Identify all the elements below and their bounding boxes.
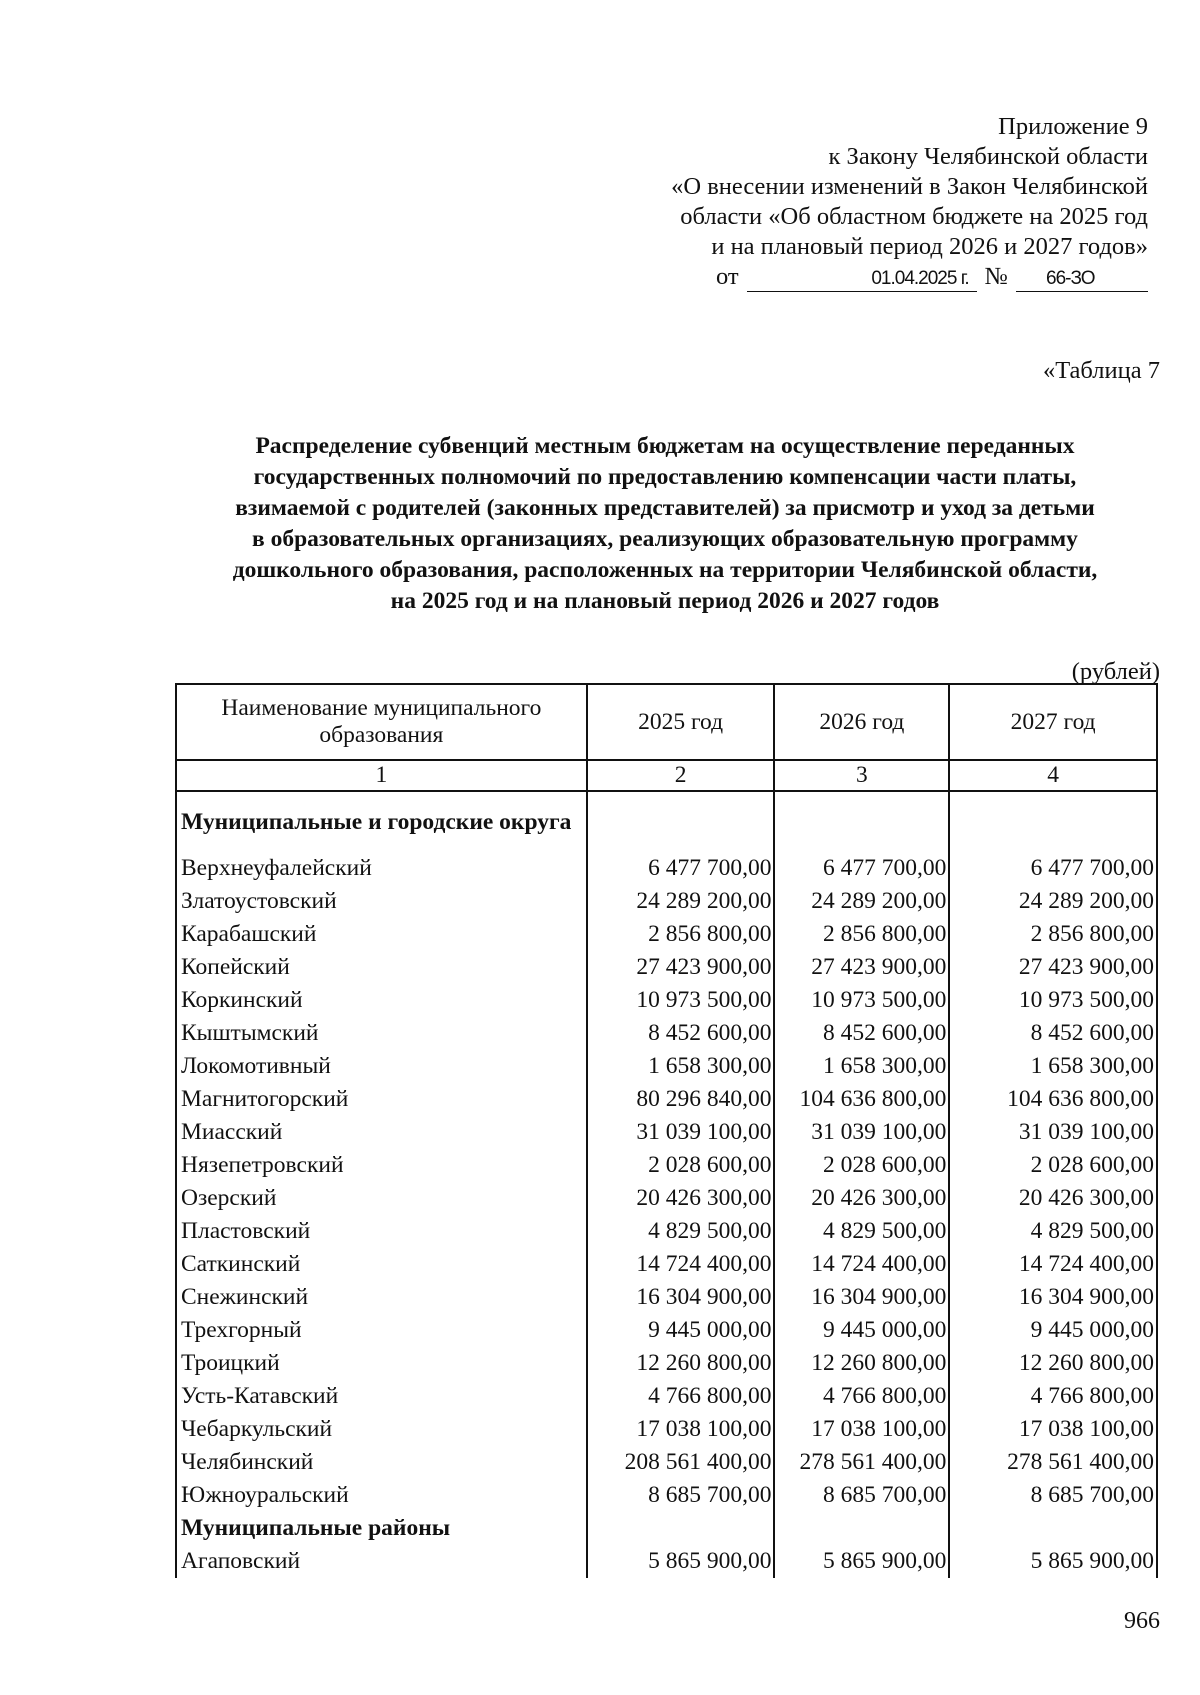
value-2025: 1 658 300,00 bbox=[587, 1050, 775, 1083]
column-header-name: Наименование муниципального образования bbox=[176, 684, 587, 760]
table-row bbox=[176, 1479, 1157, 1512]
value-2027: 104 636 800,00 bbox=[949, 1083, 1157, 1116]
value-2027: 14 724 400,00 bbox=[949, 1248, 1157, 1281]
municipality-name: Саткинский bbox=[176, 1248, 587, 1281]
value-2027: 17 038 100,00 bbox=[949, 1413, 1157, 1446]
date-prefix: от bbox=[715, 263, 739, 290]
municipality-name: Челябинский bbox=[176, 1446, 587, 1479]
value-2027: 31 039 100,00 bbox=[949, 1116, 1157, 1149]
value-2027: 1 658 300,00 bbox=[949, 1050, 1157, 1083]
subvention-table bbox=[175, 683, 1158, 1578]
section-row bbox=[176, 1512, 1157, 1545]
value-2026: 12 260 800,00 bbox=[774, 1347, 949, 1380]
table-row bbox=[176, 1116, 1157, 1149]
value-2027: 6 477 700,00 bbox=[949, 852, 1157, 885]
value-2025: 208 561 400,00 bbox=[587, 1446, 775, 1479]
value-2025: 17 038 100,00 bbox=[587, 1413, 775, 1446]
column-number: 4 bbox=[949, 760, 1157, 791]
value-2025: 9 445 000,00 bbox=[587, 1314, 775, 1347]
section-name: Муниципальные районы bbox=[176, 1512, 587, 1545]
empty-cell bbox=[587, 1512, 775, 1545]
value-2025: 12 260 800,00 bbox=[587, 1347, 775, 1380]
table-row bbox=[176, 1545, 1157, 1578]
title-line: Распределение субвенций местным бюджетам на осуществление переданных bbox=[255, 433, 1075, 459]
value-2027: 2 028 600,00 bbox=[949, 1149, 1157, 1182]
table-row bbox=[176, 1215, 1157, 1248]
value-2027: 10 973 500,00 bbox=[949, 984, 1157, 1017]
value-2025: 8 685 700,00 bbox=[587, 1479, 775, 1512]
title-line: на 2025 год и на плановый период 2026 и 2027 годов bbox=[390, 588, 940, 614]
value-2025: 2 028 600,00 bbox=[587, 1149, 775, 1182]
table-row bbox=[176, 1149, 1157, 1182]
title-line: государственных полномочий по предоставлению компенсации части платы, bbox=[253, 464, 1077, 490]
municipality-name: Верхнеуфалейский bbox=[176, 852, 587, 885]
municipality-name: Трехгорный bbox=[176, 1314, 587, 1347]
document-title bbox=[170, 431, 1160, 617]
law-number: 66-ЗО bbox=[1016, 267, 1148, 292]
column-header-2026: 2026 год bbox=[774, 684, 949, 760]
municipality-name: Нязепетровский bbox=[176, 1149, 587, 1182]
empty-cell bbox=[774, 791, 949, 852]
column-header-2027: 2027 год bbox=[949, 684, 1157, 760]
municipality-name: Копейский bbox=[176, 951, 587, 984]
value-2026: 31 039 100,00 bbox=[774, 1116, 949, 1149]
value-2026: 104 636 800,00 bbox=[774, 1083, 949, 1116]
value-2025: 4 766 800,00 bbox=[587, 1380, 775, 1413]
value-2026: 27 423 900,00 bbox=[774, 951, 949, 984]
municipality-name: Миасский bbox=[176, 1116, 587, 1149]
value-2025: 27 423 900,00 bbox=[587, 951, 775, 984]
value-2025: 8 452 600,00 bbox=[587, 1017, 775, 1050]
municipality-name: Агаповский bbox=[176, 1545, 587, 1578]
title-line: взимаемой с родителей (законных представителей) за присмотр и уход за детьми bbox=[235, 495, 1095, 521]
title-line: в образовательных организациях, реализующих образовательную программу bbox=[252, 526, 1078, 552]
value-2025: 80 296 840,00 bbox=[587, 1083, 775, 1116]
municipality-name: Златоустовский bbox=[176, 885, 587, 918]
title-line: дошкольного образования, расположенных на территории Челябинской области, bbox=[232, 557, 1098, 583]
header-line: и на плановый период 2026 и 2027 годов» bbox=[711, 233, 1148, 260]
value-2025: 31 039 100,00 bbox=[587, 1116, 775, 1149]
table-row bbox=[176, 1413, 1157, 1446]
column-number: 3 bbox=[774, 760, 949, 791]
table-row bbox=[176, 984, 1157, 1017]
law-date-number-line bbox=[588, 262, 1148, 292]
value-2026: 6 477 700,00 bbox=[774, 852, 949, 885]
municipality-name: Кыштымский bbox=[176, 1017, 587, 1050]
value-2026: 4 766 800,00 bbox=[774, 1380, 949, 1413]
value-2025: 6 477 700,00 bbox=[587, 852, 775, 885]
municipality-name: Коркинский bbox=[176, 984, 587, 1017]
table-row bbox=[176, 852, 1157, 885]
value-2027: 16 304 900,00 bbox=[949, 1281, 1157, 1314]
table-label: «Таблица 7 bbox=[1042, 357, 1160, 384]
municipality-name: Снежинский bbox=[176, 1281, 587, 1314]
table-row bbox=[176, 951, 1157, 984]
value-2026: 17 038 100,00 bbox=[774, 1413, 949, 1446]
value-2025: 20 426 300,00 bbox=[587, 1182, 775, 1215]
empty-cell bbox=[949, 1512, 1157, 1545]
header-line: области «Об областном бюджете на 2025 год bbox=[680, 203, 1148, 230]
section-row bbox=[176, 791, 1157, 852]
column-number: 1 bbox=[176, 760, 587, 791]
section-name: Муниципальные и городские округа bbox=[176, 791, 587, 852]
value-2026: 16 304 900,00 bbox=[774, 1281, 949, 1314]
value-2026: 2 028 600,00 bbox=[774, 1149, 949, 1182]
municipality-name: Южноуральский bbox=[176, 1479, 587, 1512]
table-row bbox=[176, 1314, 1157, 1347]
municipality-name: Чебаркульский bbox=[176, 1413, 587, 1446]
value-2026: 5 865 900,00 bbox=[774, 1545, 949, 1578]
value-2027: 27 423 900,00 bbox=[949, 951, 1157, 984]
table-row bbox=[176, 1050, 1157, 1083]
value-2027: 8 685 700,00 bbox=[949, 1479, 1157, 1512]
empty-cell bbox=[949, 791, 1157, 852]
value-2026: 8 685 700,00 bbox=[774, 1479, 949, 1512]
value-2026: 20 426 300,00 bbox=[774, 1182, 949, 1215]
value-2027: 20 426 300,00 bbox=[949, 1182, 1157, 1215]
municipality-name: Усть-Катавский bbox=[176, 1380, 587, 1413]
column-number-row bbox=[176, 760, 1157, 791]
header-line: Приложение 9 bbox=[998, 113, 1148, 140]
municipality-name: Магнитогорский bbox=[176, 1083, 587, 1116]
value-2027: 4 766 800,00 bbox=[949, 1380, 1157, 1413]
value-2027: 278 561 400,00 bbox=[949, 1446, 1157, 1479]
value-2027: 8 452 600,00 bbox=[949, 1017, 1157, 1050]
table-row bbox=[176, 1380, 1157, 1413]
municipality-name: Озерский bbox=[176, 1182, 587, 1215]
empty-cell bbox=[587, 791, 775, 852]
value-2027: 5 865 900,00 bbox=[949, 1545, 1157, 1578]
value-2026: 2 856 800,00 bbox=[774, 918, 949, 951]
table-row bbox=[176, 1347, 1157, 1380]
value-2026: 24 289 200,00 bbox=[774, 885, 949, 918]
municipality-name: Карабашский bbox=[176, 918, 587, 951]
header-line: к Закону Челябинской области bbox=[828, 143, 1148, 170]
law-date: 01.04.2025 г. bbox=[747, 267, 977, 292]
value-2026: 8 452 600,00 bbox=[774, 1017, 949, 1050]
empty-cell bbox=[774, 1512, 949, 1545]
value-2027: 24 289 200,00 bbox=[949, 885, 1157, 918]
value-2025: 2 856 800,00 bbox=[587, 918, 775, 951]
column-header-2025: 2025 год bbox=[587, 684, 775, 760]
value-2027: 4 829 500,00 bbox=[949, 1215, 1157, 1248]
value-2027: 12 260 800,00 bbox=[949, 1347, 1157, 1380]
value-2025: 16 304 900,00 bbox=[587, 1281, 775, 1314]
value-2027: 2 856 800,00 bbox=[949, 918, 1157, 951]
municipality-name: Троицкий bbox=[176, 1347, 587, 1380]
value-2025: 10 973 500,00 bbox=[587, 984, 775, 1017]
number-sign: № bbox=[984, 263, 1008, 290]
value-2025: 4 829 500,00 bbox=[587, 1215, 775, 1248]
column-number: 2 bbox=[587, 760, 775, 791]
header-line: «О внесении изменений в Закон Челябинской bbox=[671, 173, 1148, 200]
table-row bbox=[176, 1281, 1157, 1314]
table-row bbox=[176, 1248, 1157, 1281]
value-2026: 14 724 400,00 bbox=[774, 1248, 949, 1281]
value-2025: 14 724 400,00 bbox=[587, 1248, 775, 1281]
table-row bbox=[176, 1182, 1157, 1215]
table-row bbox=[176, 918, 1157, 951]
value-2026: 10 973 500,00 bbox=[774, 984, 949, 1017]
page-number: 966 bbox=[1124, 1608, 1160, 1634]
table-header-row bbox=[176, 684, 1157, 760]
municipality-name: Пластовский bbox=[176, 1215, 587, 1248]
units-label: (рублей) bbox=[1071, 658, 1160, 685]
value-2025: 5 865 900,00 bbox=[587, 1545, 775, 1578]
table-row bbox=[176, 1017, 1157, 1050]
table-row bbox=[176, 1083, 1157, 1116]
value-2025: 24 289 200,00 bbox=[587, 885, 775, 918]
value-2026: 1 658 300,00 bbox=[774, 1050, 949, 1083]
appendix-header bbox=[588, 112, 1148, 292]
value-2027: 9 445 000,00 bbox=[949, 1314, 1157, 1347]
municipality-name: Локомотивный bbox=[176, 1050, 587, 1083]
value-2026: 4 829 500,00 bbox=[774, 1215, 949, 1248]
value-2026: 9 445 000,00 bbox=[774, 1314, 949, 1347]
value-2026: 278 561 400,00 bbox=[774, 1446, 949, 1479]
table-row bbox=[176, 1446, 1157, 1479]
table-row bbox=[176, 885, 1157, 918]
